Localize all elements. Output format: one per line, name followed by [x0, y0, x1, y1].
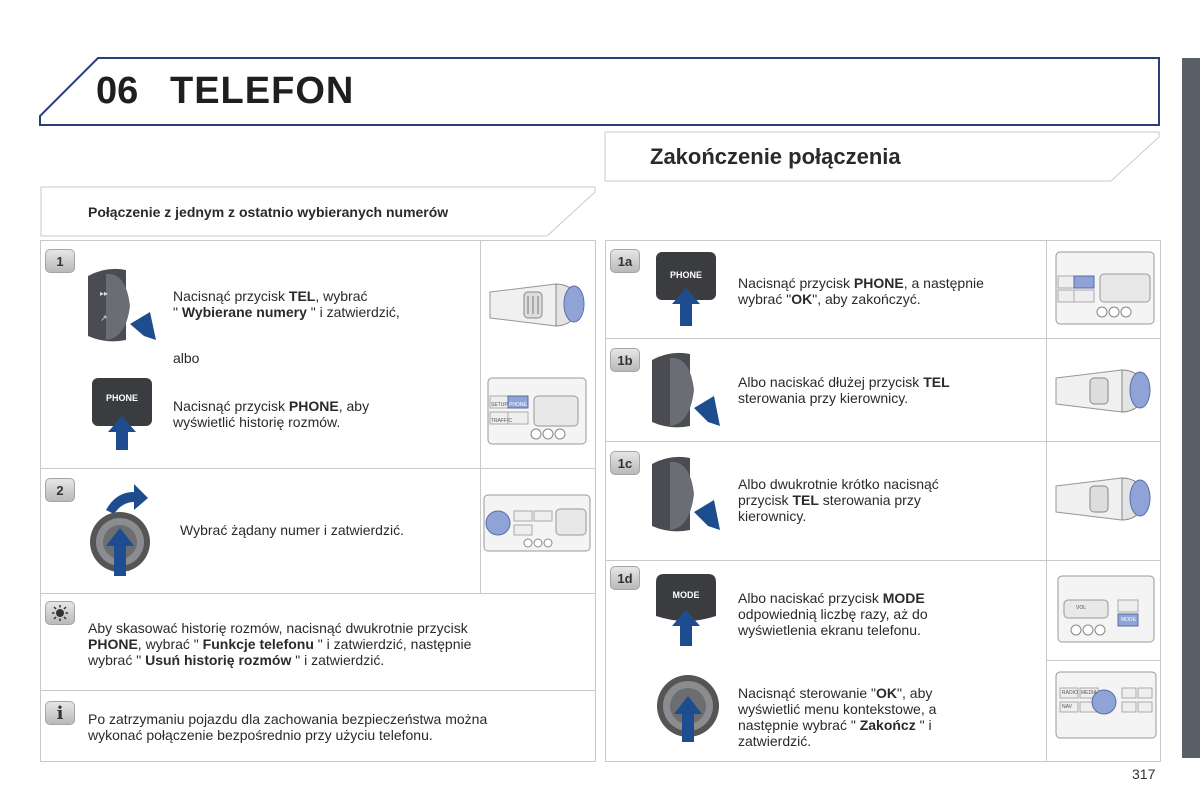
radio-label-nav: NAV — [1062, 704, 1072, 710]
chapter-title: TELEFON — [170, 70, 355, 112]
step-1-badge: 1 — [45, 249, 75, 273]
step-2-badge: 2 — [45, 478, 75, 502]
svg-text:▸▸: ▸▸ — [100, 289, 109, 298]
phone-key-icon — [90, 376, 154, 452]
chapter-number: 06 — [96, 70, 139, 112]
info-text: Po zatrzymaniu pojazdu dla zachowania bezpieczeństwa można wykonać połączenie bezpośrednio przy użyciu telefonu. — [88, 711, 488, 743]
step-2-text: Wybrać żądany numer i zatwierdzić. — [180, 522, 404, 538]
tip-badge — [45, 601, 75, 625]
step-1-text-b: Nacisnąć przycisk PHONE, aby wyświetlić historię rozmów. — [173, 398, 370, 430]
step-1b-text: Albo naciskać dłużej przycisk TEL sterowania przy kierownicy. — [738, 374, 950, 406]
radio-label-radio: RADIO — [1062, 690, 1078, 696]
radio-panel-knob-illustration — [482, 493, 592, 553]
tip-text: Aby skasować historię rozmów, nacisnąć dwukrotnie przycisk PHONE, wybrać " Funkcje telefonu " i zatwierdzić, następnie wybrać " Usuń historię rozmów " i zatwierdzić. — [88, 620, 472, 668]
step-1b-badge: 1b — [610, 348, 640, 372]
step-1-text-a: Nacisnąć przycisk TEL, wybrać " Wybierane numery " i zatwierdzić, — [173, 288, 400, 320]
phone-key-1a-label: PHONE — [669, 270, 702, 280]
radio-label-vol: VOL — [1076, 605, 1087, 611]
radio-label-phone: PHONE — [509, 402, 527, 408]
phone-key-label: PHONE — [105, 393, 138, 403]
page-number: 317 — [1132, 766, 1156, 782]
radio-label-mode: MODE — [1121, 617, 1136, 623]
rotary-knob-icon — [86, 484, 160, 578]
step-1c-text: Albo dwukrotnie krótko nacisnąć przycisk TEL sterowania przy kierownicy. — [738, 476, 939, 524]
steering-tel-1c-icon — [650, 454, 722, 534]
step-1d-badge: 1d — [610, 566, 640, 590]
mode-key-label: MODE — [672, 590, 700, 600]
subtitle-recent-numbers: Połączenie z jednym z ostatnio wybieranych numerów — [88, 204, 449, 220]
radio-panel-mode-illustration — [1056, 574, 1156, 644]
phone-key-1a-icon — [654, 250, 718, 328]
steering-stalk-1b-illustration — [1052, 360, 1156, 422]
step-1a-badge: 1a — [610, 249, 640, 273]
radio-panel-phone-illustration — [486, 376, 588, 446]
radio-label-setup: SETUP — [491, 402, 508, 408]
radio-panel-1a-illustration — [1054, 250, 1156, 326]
chapter-tab — [1182, 58, 1200, 758]
svg-text:↗: ↗ — [100, 314, 108, 324]
info-icon: i — [56, 703, 64, 724]
step-1c-badge: 1c — [610, 451, 640, 475]
mode-key-icon — [654, 572, 718, 648]
steering-tel-1b-icon — [650, 350, 722, 430]
info-badge — [45, 701, 75, 725]
ok-knob-icon — [654, 672, 722, 744]
radio-label-media: MEDIA — [1081, 690, 1097, 696]
steering-stalk-illustration — [486, 274, 590, 336]
step-1d-text: Albo naciskać przycisk MODE odpowiednią liczbę razy, aż do wyświetlenia ekranu telefonu. — [738, 590, 928, 638]
step-ok-text: Nacisnąć sterowanie "OK", aby wyświetlić menu kontekstowe, a następnie wybrać " Zakończ " i zatwierdzić. — [738, 685, 937, 749]
step-1a-text: Nacisnąć przycisk PHONE, a następnie wybrać "OK", aby zakończyć. — [738, 275, 984, 307]
step-1-or: albo — [173, 350, 200, 366]
radio-label-traffic: TRAFFIC — [491, 418, 513, 424]
section-title-end-call: Zakończenie połączenia — [650, 144, 901, 169]
steering-tel-stalk-icon — [86, 266, 158, 344]
steering-stalk-1c-illustration — [1052, 468, 1156, 530]
lightbulb-icon — [52, 605, 68, 621]
